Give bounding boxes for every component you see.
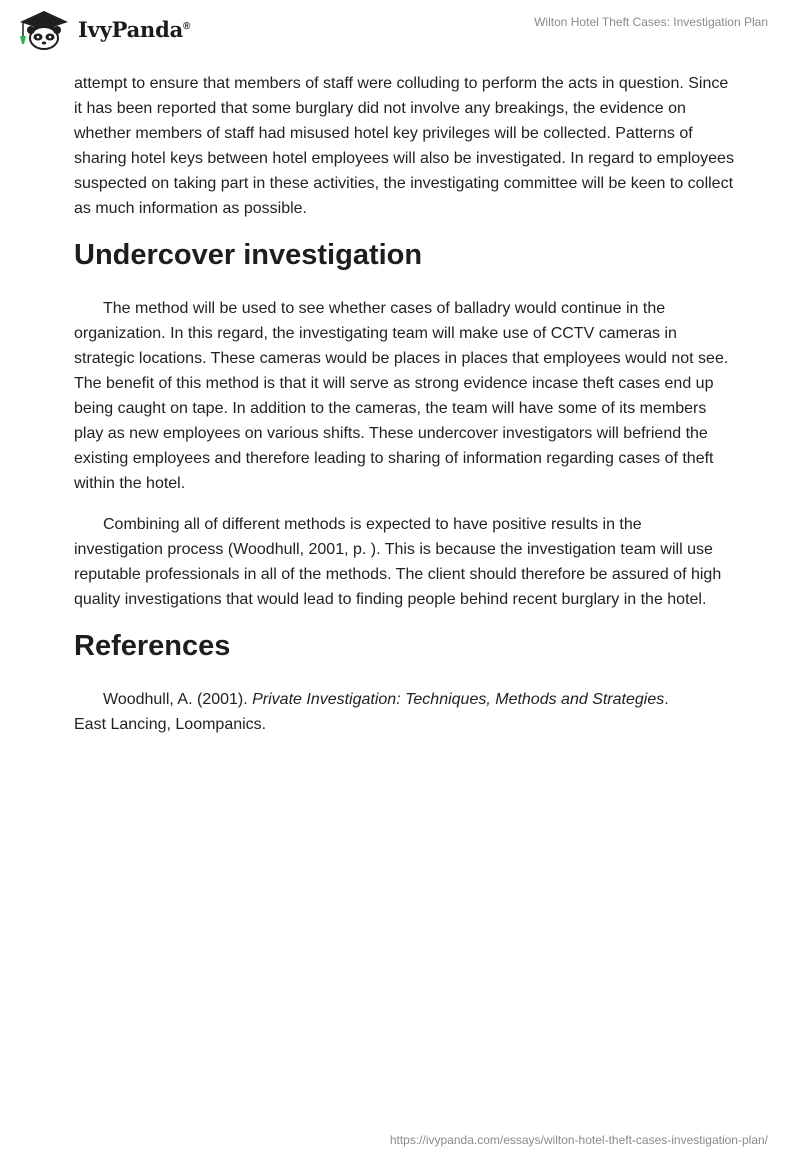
reference-author-year: Woodhull, A. (2001). — [103, 691, 253, 708]
reference-entry — [74, 687, 734, 737]
intro-paragraph: attempt to ensure that members of staff were colluding to perform the acts in question. Since it has been reported that some burglary did not involve any breakings, the evidence on whether members of staff had misused hotel key privileges will be collected. Patterns of sharing hotel keys between hotel employees will also be investigated. In regard to employees suspected on taking part in these activities, the investigating committee will be keen to collect as much information as possible. — [74, 75, 734, 217]
source-url-link[interactable]: https://ivypanda.com/essays/wilton-hotel-theft-cases-investigation-plan/ — [389, 1133, 768, 1147]
article-body — [74, 71, 734, 753]
heading-references: References — [74, 630, 231, 662]
reference-publisher: East Lancing, Loompanics. — [74, 716, 267, 733]
panda-graduation-cap-icon — [14, 8, 74, 50]
heading-undercover-investigation: Undercover investigation — [74, 239, 423, 271]
page-header — [0, 0, 800, 62]
reference-title-period: . — [664, 691, 669, 708]
registered-mark: ® — [183, 20, 191, 32]
reference-title: Private Investigation: Techniques, Methods and Strategies — [252, 691, 665, 708]
document-title: Wilton Hotel Theft Cases: Investigation Plan — [534, 15, 768, 29]
ivypanda-logo[interactable] — [14, 8, 190, 50]
logo-text: IvyPanda — [78, 16, 184, 42]
logo-wordmark — [78, 17, 190, 42]
paragraph-combining-methods: Combining all of different methods is expected to have positive results in the investigation process (Woodhull, 2001, p. ). This is because the investigation team will use reputable professionals in all of the methods. The client should therefore be assured of high quality investigations that would lead to finding people behind recent burglary in the hotel. — [74, 516, 722, 608]
paragraph-undercover-method: The method will be used to see whether cases of balladry would continue in the organization. In this regard, the investigating team will make use of CCTV cameras in strategic locations. These cameras would be places in places that employees would not see. The benefit of this method is that it will serve as strong evidence incase theft cases end up being caught on tape. In addition to the cameras, the team will have some of its members play as new employees on various shifts. These undercover investigators will befriend the existing employees and therefore leading to sharing of information regarding cases of theft within the hotel. — [74, 300, 729, 492]
